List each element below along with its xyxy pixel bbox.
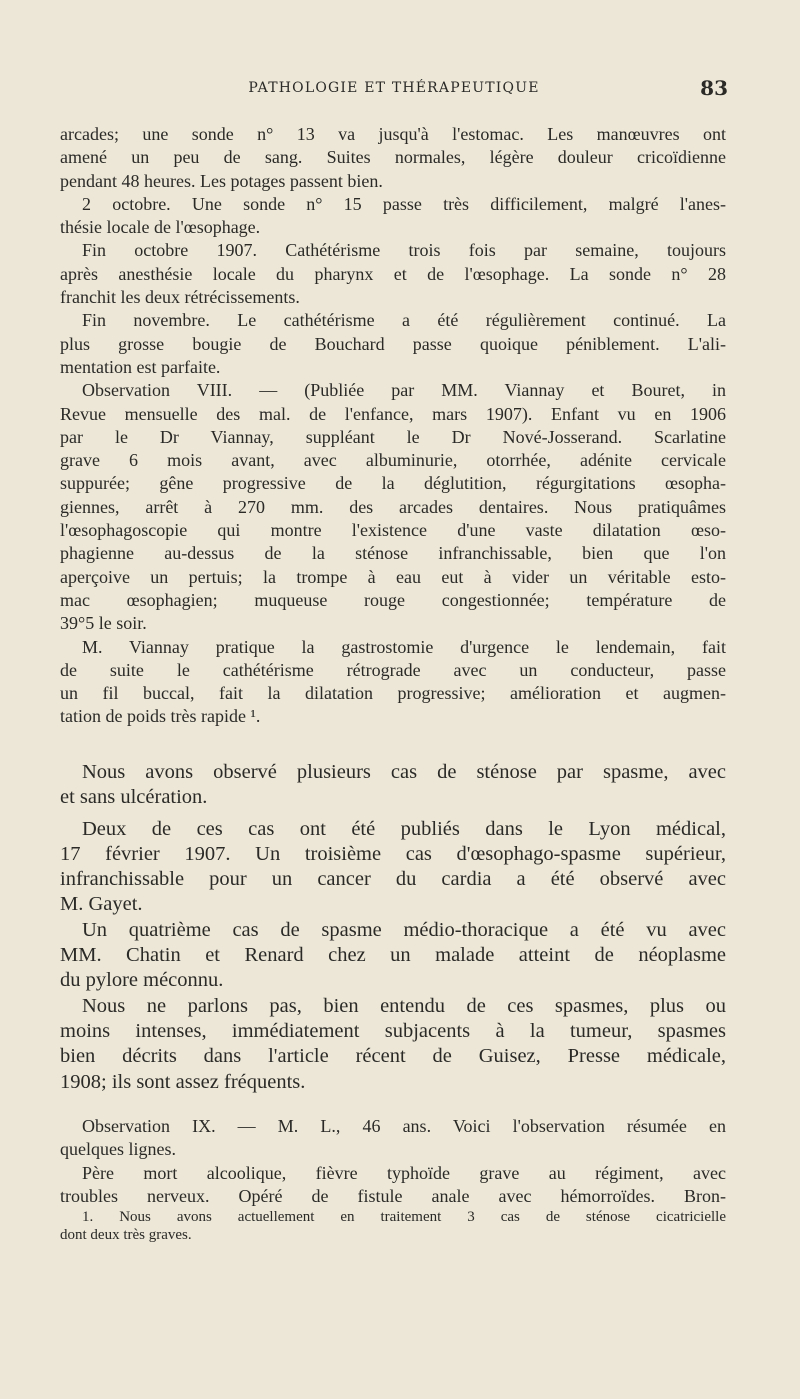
- text-line: de suite le cathétérisme rétrograde avec un conducteur, passe: [60, 659, 726, 680]
- text-line: Nous ne parlons pas, bien entendu de ces spasmes, plus ou: [82, 994, 726, 1017]
- text-line: franchit les deux rétrécissements.: [60, 287, 300, 308]
- text-line: grave 6 mois avant, avec albuminurie, otorrhée, adénite cervicale: [60, 450, 726, 471]
- text-line: MM. Chatin et Renard chez un malade atteint de néoplasme: [60, 944, 726, 967]
- text-line: quelques lignes.: [60, 1139, 176, 1160]
- text-line: Fin novembre. Le cathétérisme a été régulièrement continué. La: [82, 310, 726, 331]
- text-line: pendant 48 heures. Les potages passent bien.: [60, 170, 383, 191]
- text-line: giennes, arrêt à 270 mm. des arcades dentaires. Nous pratiquâmes: [60, 496, 726, 517]
- text-line: moins intenses, immédiatement subjacents à la tumeur, spasmes: [60, 1019, 726, 1042]
- text-line: suppurée; gêne progressive de la déglutition, régurgitations œsopha-: [60, 473, 726, 494]
- text-line: thésie locale de l'œsophage.: [60, 217, 261, 238]
- text-line: Deux de ces cas ont été publiés dans le Lyon médical,: [82, 817, 726, 840]
- text-line: 39°5 le soir.: [60, 613, 147, 634]
- text-line: Un quatrième cas de spasme médio-thoracique a été vu avec: [82, 918, 726, 941]
- observation-ix-heading: Observation IX. — M. L., 46 ans. Voici l'observation résumée en: [82, 1116, 726, 1136]
- text-line: 1908; ils sont assez fréquents.: [60, 1070, 306, 1093]
- observation-ix-text: [60, 1115, 726, 1208]
- text-line: bien décrits dans l'article récent de Guisez, Presse médicale,: [60, 1045, 726, 1068]
- footnote-line: dont deux très graves.: [60, 1227, 192, 1243]
- text-line: arcades; une sonde n° 13 va jusqu'à l'estomac. Les manœuvres ont: [60, 124, 726, 144]
- text-line: Père mort alcoolique, fièvre typhoïde grave au régiment, avec: [82, 1162, 726, 1183]
- text-line: infranchissable pour un cancer du cardia a été observé avec: [60, 868, 726, 891]
- footnote: [60, 1208, 726, 1244]
- text-line: amené un peu de sang. Suites normales, légère douleur cricoïdienne: [60, 147, 726, 168]
- text-line: après anesthésie locale du pharynx et de l'œsophage. La sonde n° 28: [60, 263, 726, 284]
- text-line: Revue mensuelle des mal. de l'enfance, mars 1907). Enfant vu en 1906: [60, 403, 726, 424]
- text-line: M. Viannay pratique la gastrostomie d'urgence le lendemain, fait: [82, 636, 726, 657]
- text-line: un fil buccal, fait la dilatation progressive; amélioration et augmen-: [60, 683, 726, 704]
- text-line: tation de poids très rapide ¹.: [60, 706, 261, 727]
- observation-viii-heading: Observation VIII. — (Publiée par MM. Viannay et Bouret, in: [82, 380, 726, 401]
- text-line: plus grosse bougie de Bouchard passe quoique péniblement. L'ali-: [60, 333, 726, 354]
- text-line: 2 octobre. Une sonde n° 15 passe très difficilement, malgré l'anes-: [82, 193, 726, 214]
- footnote-line: 1. Nous avons actuellement en traitement 3 cas de sténose cicatricielle: [82, 1209, 726, 1225]
- text-line: Nous avons observé plusieurs cas de sténose par spasme, avec: [82, 761, 726, 783]
- text-line: troubles nerveux. Opéré de fistule anale avec hémorroïdes. Bron-: [60, 1185, 726, 1206]
- case-continuation-text: [60, 123, 726, 729]
- main-discussion-text: [60, 760, 726, 1095]
- text-line: M. Gayet.: [60, 893, 143, 916]
- page-number: 83: [700, 76, 728, 100]
- text-line: du pylore méconnu.: [60, 969, 224, 992]
- text-line: 17 février 1907. Un troisième cas d'œsophago-spasme supérieur,: [60, 842, 726, 865]
- running-title: PATHOLOGIE ET THÉRAPEUTIQUE: [248, 80, 540, 96]
- text-line: aperçoive un pertuis; la trompe à eau eut à vider un véritable esto-: [60, 566, 726, 587]
- text-line: mentation est parfaite.: [60, 356, 221, 377]
- text-line: l'œsophagoscopie qui montre l'existence d'une vaste dilatation œso-: [60, 520, 726, 541]
- text-line: phagienne au-dessus de la sténose infranchissable, bien que l'on: [60, 543, 726, 564]
- text-line: par le Dr Viannay, suppléant le Dr Nové-Josserand. Scarlatine: [60, 426, 726, 447]
- page-header: [60, 76, 728, 100]
- text-line: Fin octobre 1907. Cathétérisme trois fois par semaine, toujours: [82, 240, 726, 261]
- text-line: mac œsophagien; muqueuse rouge congestionnée; température de: [60, 589, 726, 610]
- text-line: et sans ulcération.: [60, 786, 208, 809]
